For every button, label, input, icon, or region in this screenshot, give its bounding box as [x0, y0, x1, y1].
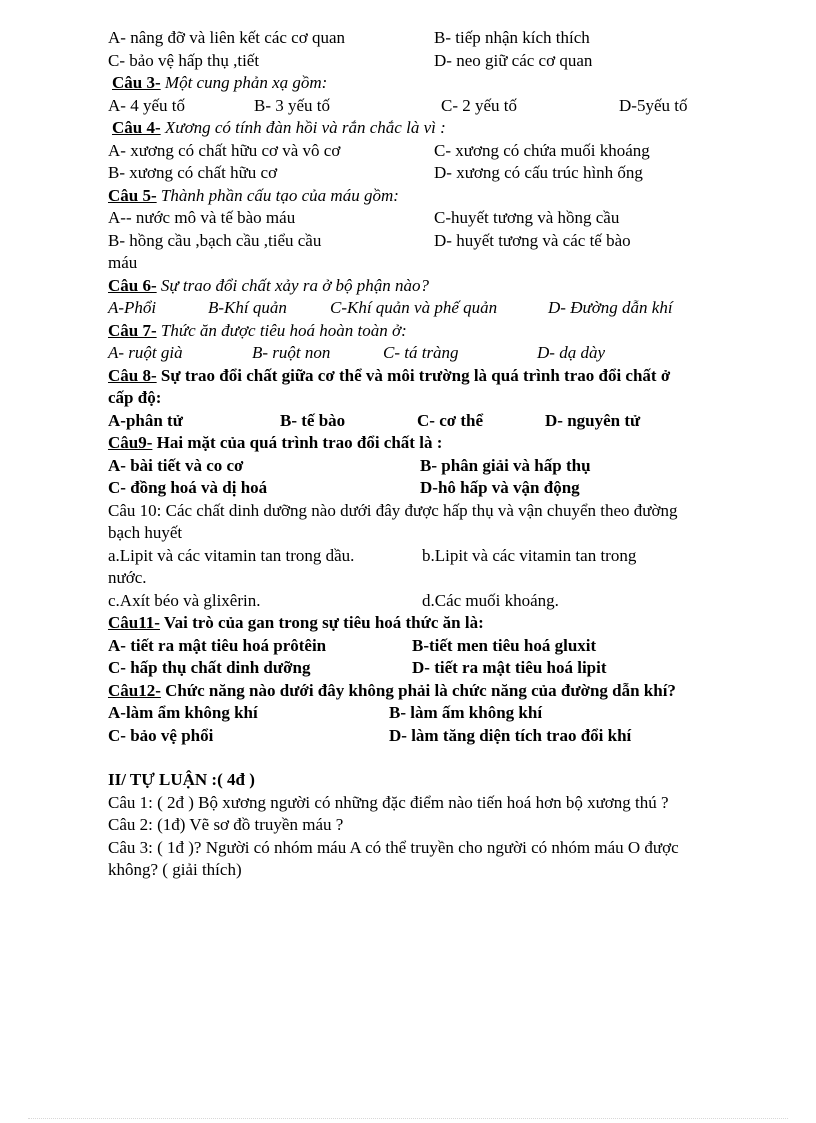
q10-option-d: d.Các muối khoáng. [422, 590, 559, 610]
q5-label: Câu 5- [108, 185, 157, 205]
q7-text: Thức ăn được tiêu hoá hoàn toàn ở: [156, 320, 407, 340]
q5-option-a: A-- nước mô và tế bào máu [108, 208, 296, 227]
question-6 [108, 275, 698, 298]
q3-option-d: D-5yếu tố [619, 95, 688, 115]
q3-text: Một cung phản xạ gồm: [160, 73, 328, 92]
question-4 [112, 117, 698, 140]
q3-label: Câu 3- [112, 73, 161, 92]
q6-label: Câu 6- [108, 275, 157, 295]
q10-option-a: a.Lipit và các vitamin tan trong dầu. [108, 545, 355, 565]
q11-options-row-1 [108, 635, 698, 658]
q10-options-row-2 [108, 590, 698, 613]
q10-option-b: b.Lipit và các vitamin tan trong [422, 545, 637, 565]
q11-option-c: C- hấp thụ chất dinh dưỡng [108, 658, 311, 677]
q2-option-d: D- neo giữ các cơ quan [434, 50, 593, 70]
q4-option-a: A- xương có chất hữu cơ và vô cơ [108, 140, 341, 160]
q7-options [108, 342, 698, 365]
q6-option-c: C-Khí quản và phế quản [330, 298, 498, 317]
question-8 [108, 365, 698, 410]
q3-option-c: C- 2 yếu tố [441, 95, 518, 115]
q8-label: Câu 8- [108, 365, 157, 385]
q12-option-b: B- làm ấm không khí [389, 703, 543, 722]
q8-options [108, 410, 698, 433]
q8-text: Sự trao đổi chất giữa cơ thể và môi trường là quá trình trao đổi chất ở cấp độ: [108, 365, 671, 407]
q9-options-row-1 [108, 455, 698, 478]
question-9 [108, 432, 698, 455]
q9-text: Hai mặt của quá trình trao đổi chất là : [152, 433, 443, 452]
q5-options-row-2 [108, 230, 698, 253]
essay-question-3: Câu 3: ( 1đ )? Người có nhóm máu A có thể truyền cho người có nhóm máu O được không? ( giải thích) [108, 837, 679, 879]
q3-option-b: B- 3 yếu tố [254, 95, 331, 115]
exam-page [108, 27, 698, 882]
q4-label: Câu 4- [112, 118, 161, 137]
q9-option-a: A- bài tiết và co cơ [108, 455, 244, 475]
q9-options-row-2 [108, 477, 698, 500]
q5-options-row-1 [108, 207, 698, 230]
q11-label: Câu11- [108, 613, 160, 632]
q7-option-c: C- tá tràng [383, 343, 459, 362]
q12-option-d: D- làm tăng diện tích trao đổi khí [389, 725, 632, 745]
essay-question-1: Câu 1: ( 2đ ) Bộ xương người có những đặc điểm nào tiến hoá hơn bộ xương thú ? [108, 792, 669, 812]
q6-option-d: D- Đường dẫn khí [548, 298, 673, 317]
q11-option-d: D- tiết ra mật tiêu hoá lipit [412, 658, 607, 677]
q11-text: Vai trò của gan trong sự tiêu hoá thức ăn là: [159, 613, 484, 632]
q9-label: Câu9- [108, 433, 153, 452]
q12-option-a: A-làm ẩm không khí [108, 703, 258, 722]
q2-options-row-2 [108, 50, 698, 73]
question-7 [108, 320, 698, 343]
page-bottom-border [28, 1118, 788, 1119]
q2-option-c: C- bảo vệ hấp thụ ,tiết [108, 50, 260, 70]
q6-text: Sự trao đổi chất xảy ra ở bộ phận nào? [156, 275, 430, 295]
q6-option-b: B-Khí quản [208, 298, 287, 317]
q4-option-d: D- xương có cấu trúc hình ống [434, 163, 643, 182]
q12-options-row-2 [108, 725, 698, 748]
q10-options-row-1 [108, 545, 698, 568]
section-spacer [108, 747, 698, 769]
q5-option-c: C-huyết tương và hồng cầu [434, 208, 620, 227]
q7-option-a: A- ruột già [108, 343, 183, 362]
q4-text: Xương có tính đàn hồi và rắn chắc là vì : [160, 118, 446, 137]
question-11 [108, 612, 698, 635]
q8-option-d: D- nguyên tử [545, 410, 641, 430]
essay-question-2: Câu 2: (1đ) Vẽ sơ đồ truyền máu ? [108, 815, 344, 834]
q4-option-b: B- xương có chất hữu cơ [108, 163, 278, 182]
q2-option-b: B- tiếp nhận kích thích [434, 28, 590, 47]
q9-option-b: B- phân giải và hấp thụ [420, 455, 591, 475]
q12-option-c: C- bảo vệ phổi [108, 725, 214, 745]
q5-text: Thành phần cấu tạo của máu gồm: [156, 185, 399, 205]
q11-options-row-2 [108, 657, 698, 680]
q12-options-row-1 [108, 702, 698, 725]
q5-option-d: D- huyết tương và các tế bào [434, 230, 631, 250]
q8-option-b: B- tế bào [280, 410, 346, 430]
q5-option-d-continued: máu [108, 253, 138, 272]
q2-option-a: A- nâng đỡ và liên kết các cơ quan [108, 28, 345, 47]
q9-option-c: C- đồng hoá và dị hoá [108, 478, 268, 497]
question-12 [108, 680, 698, 703]
q6-options [108, 297, 698, 320]
q3-option-a: A- 4 yếu tố [108, 95, 185, 115]
q10-option-b-continued: nước. [108, 568, 147, 587]
q9-option-d: D-hô hấp và vận động [420, 478, 580, 497]
q12-text: Chức năng nào dưới đây không phải là chức năng của đường dẫn khí? [160, 680, 676, 700]
q12-label: Câu12- [108, 680, 161, 700]
q6-option-a: A-Phổi [108, 298, 157, 317]
q11-option-b: B-tiết men tiêu hoá gluxit [412, 635, 597, 655]
essay-heading: II/ TỰ LUẬN :( 4đ ) [108, 770, 255, 789]
q7-option-b: B- ruột non [252, 343, 331, 362]
q5-option-b: B- hồng cầu ,bạch cầu ,tiểu cầu [108, 230, 322, 250]
q3-options [108, 95, 698, 118]
q7-label: Câu 7- [108, 320, 157, 340]
q2-options-row-1 [108, 27, 698, 50]
q4-options-row-1 [108, 140, 698, 163]
q7-option-d: D- dạ dày [537, 343, 605, 362]
q11-option-a: A- tiết ra mật tiêu hoá prôtêin [108, 635, 327, 655]
question-3 [112, 72, 698, 95]
q4-options-row-2 [108, 162, 698, 185]
q4-option-c: C- xương có chứa muối khoáng [434, 140, 650, 160]
q8-option-a: A-phân tử [108, 410, 183, 430]
q8-option-c: C- cơ thể [417, 410, 484, 430]
question-10: Câu 10: Các chất dinh dưỡng nào dưới đây được hấp thụ và vận chuyển theo đường bạch huyết [108, 500, 678, 542]
question-5 [108, 185, 698, 208]
q10-option-c: c.Axít béo và glixêrin. [108, 590, 261, 610]
